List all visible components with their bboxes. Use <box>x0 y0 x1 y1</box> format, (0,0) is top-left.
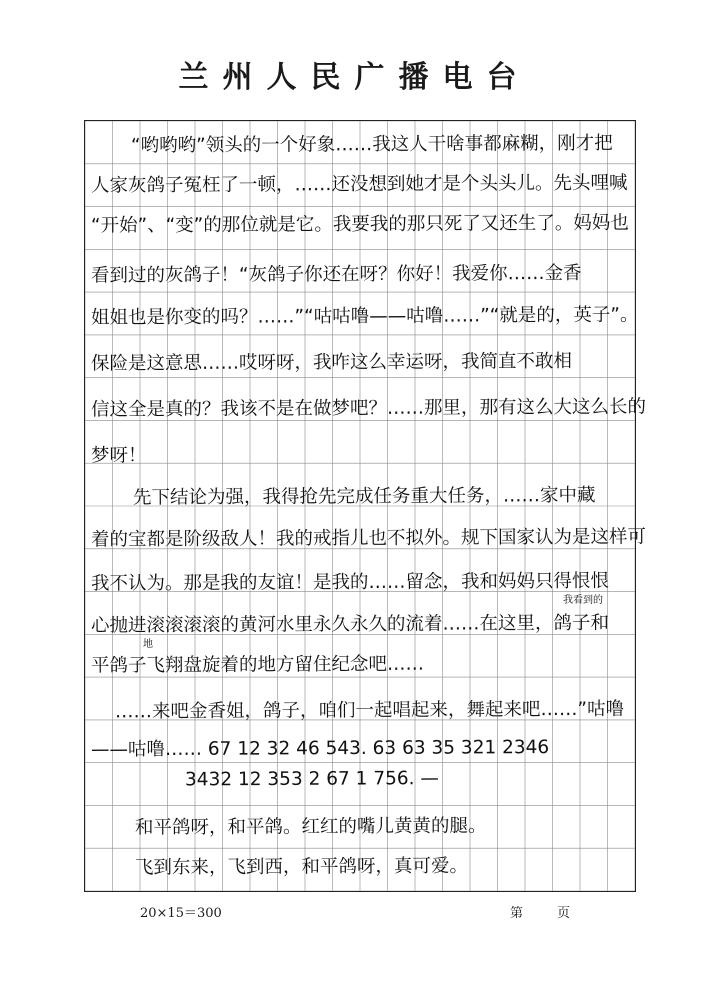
manuscript-line: 着的宝都是阶级敌人！我的戒指儿也不拟外。规下国家认为是这样可 <box>90 526 647 551</box>
manuscript-line: 飞到东来，飞到西，和平鸽呀，真可爱。 <box>134 855 469 879</box>
margin-annotation: 地 <box>143 639 153 650</box>
manuscript-line: 我不认为。那是我的友谊！是我的……留念，我和妈妈只得恨恨 <box>90 570 610 595</box>
manuscript-line: 保险是这意思……哎呀呀，我咋这么幸运呀，我简直不敢相 <box>90 350 573 375</box>
page-label: 第 <box>510 906 524 921</box>
manuscript-line: 心抛进滚滚滚滚的黄河水里永久永久的流着……在这里，鸽子和 <box>90 612 610 637</box>
margin-annotation: 我看到的 <box>563 595 603 606</box>
manuscript-line: 平鸽子飞翔盘旋着的地方留住纪念吧…… <box>90 653 425 677</box>
manuscript-line: ——咕噜…… 67 12 32 46 543. 63 63 35 321 2346 <box>90 737 550 761</box>
manuscript-line: 3432 12 353 2 67 1 756. — <box>184 768 439 791</box>
manuscript-line: 看到过的灰鸽子！“灰鸽子你还在呀？你好！我爱你……金香 <box>90 262 582 287</box>
page-suffix: 页 <box>557 906 571 921</box>
manuscript-line: 人家灰鸽子冤枉了一顿，……还没想到她才是个头头儿。先头哩喊 <box>90 172 628 197</box>
manuscript-line: 和平鸽呀，和平鸽。红红的嘴儿黄黄的腿。 <box>134 815 487 839</box>
manuscript-line: “哟哟哟”领头的一个好象……我这人干啥事都麻糊，刚才把 <box>130 132 613 157</box>
manuscript-line: 信这全是真的？我该不是在做梦吧？……那里，那有这么大这么长的 <box>90 396 647 421</box>
page-title: 兰州人民广播电台 <box>178 60 531 95</box>
manuscript-lines <box>85 121 647 891</box>
manuscript-line: “开始”、“变”的那位就是它。我要我的那只死了又还生了。妈妈也 <box>90 212 629 237</box>
manuscript-sheet <box>84 120 647 892</box>
manuscript-line: 先下结论为强，我得抢先完成任务重大任务，……家中藏 <box>132 484 596 509</box>
grid-count-note: 20×15＝300 <box>140 906 222 921</box>
manuscript-line: 姐姐也是你变的吗？……”“咕咕噜——咕噜……”“就是的，英子”。 <box>90 304 639 329</box>
page-number-label <box>510 902 604 921</box>
manuscript-line: ……来吧金香姐，鸽子，咱们一起唱起来，舞起来吧……”咕噜 <box>114 698 625 723</box>
manuscript-line: 梦呀！ <box>90 445 147 467</box>
